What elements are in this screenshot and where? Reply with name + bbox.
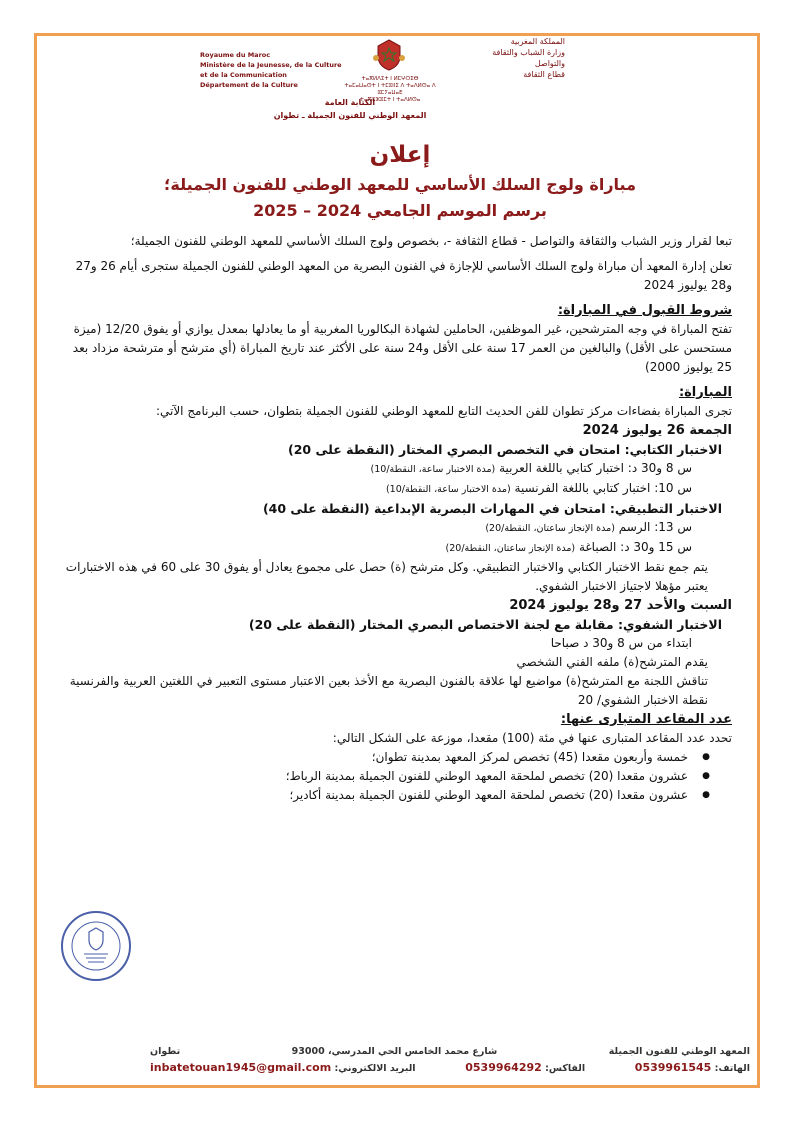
written-item-french: س 10: اختبار كتابي باللغة الفرنسية (مدة الاختبار ساعة، النقطة/10): [385, 481, 692, 495]
practical-exam-heading: الاختبار التطبيقي: امتحان في المهارات البصرية الإبداعية (النقطة على 40): [262, 501, 722, 516]
header-ar-line: وزارة الشباب والثقافة: [492, 48, 565, 57]
oral-item-time: ابتداء من س 8 و30 د صباحا: [550, 636, 692, 650]
general-secretariat: الكتابة العامة: [324, 98, 376, 107]
header-fr-line: Ministère de la Jeunesse, de la Culture: [200, 61, 342, 69]
practical-item-painting: س 15 و30 د: الصباغة (مدة الإنجاز ساعتان، النقطة/20): [445, 540, 692, 554]
conditions-heading: شروط القبول في المباراة:: [557, 303, 732, 318]
written-item-arabic: س 8 و30 د: اختبار كتابي باللغة العربية (مدة الاختبار ساعة، النقطة/10): [370, 461, 692, 475]
header-french: [200, 50, 360, 90]
footer-row-contact: [150, 1060, 750, 1077]
title-line2: مباراة ولوج السلك الأساسي للمعهد الوطني للفنون الجميلة؛: [164, 175, 636, 194]
announcement-title: [100, 140, 700, 224]
exam-heading: المباراة:: [678, 385, 732, 400]
announcement-body: [62, 232, 732, 805]
sum-paragraph: يتم جمع نقط الاختبار الكتابي والاختبار التطبيقي. وكل مترشح (ة) حصل على مجموع يعادل أو يفوق 30 على 60 في هذه الاختبارات يعتبر مؤهلا لاجتياز الاختبار الشفوي.: [65, 560, 708, 593]
footer-row-address: [150, 1044, 750, 1060]
list-item: ● عشرون مقعدا (20) تخصص لملحقة المعهد الوطني للفنون الجميلة بمدينة الرباط؛: [62, 767, 692, 786]
coat-of-arms-icon: [372, 38, 406, 72]
tifinagh-line: ⵜⴰⴳⵣⵣⵓⵎⵜ ⵏ ⵜⴰⴷⵍⵙⴰ: [359, 97, 421, 103]
header-subtitle: [270, 96, 430, 122]
footer-institute: المعهد الوطني للفنون الجميلة: [608, 1046, 750, 1057]
tifinagh-line: ⵜⴰⵎⴰⵡⴰⵙⵜ ⵏ ⵜⵎⵓⵏⵏⵉ ⴷ ⵜⴰⴷⵍⵙⴰ ⴷ ⵓⵎⵢⴰⵡⴰⴹ: [344, 83, 436, 96]
footer-email[interactable]: البريد الالكتروني: inbatetouan1945@gmail.com: [150, 1061, 416, 1074]
title-main: إعلان: [369, 142, 431, 168]
practical-item-drawing: س 13: الرسم (مدة الإنجاز ساعتان، النقطة/20): [485, 520, 692, 534]
tifinagh-line: ⵜⴰⴳⵍⴷⵉⵜ ⵏ ⵍⵎⵖⵔⵉⴱ: [361, 76, 419, 82]
footer-fax: الفاكس: 0539964292: [465, 1061, 586, 1074]
institute-name: المعهد الوطني للفنون الجميلة ـ تطوان: [273, 111, 427, 120]
seats-heading: عدد المقاعد المتبارى عنها:: [560, 712, 732, 727]
intro-paragraph: تبعا لقرار وزير الشباب والثقافة والتواصل - قطاع الثقافة -، بخصوص ولوج السلك الأساسي للمعهد الوطني للفنون الجميلة؛: [130, 234, 732, 248]
oral-exam-heading: الاختبار الشفوي: مقابلة مع لجنة الاختصاص البصري المختار (النقطة على 20): [248, 617, 722, 632]
footer-city: تطوان: [150, 1046, 181, 1057]
list-item: ● خمسة وأربعون مقعدا (45) تخصص لمركز المعهد بمدينة تطوان؛: [62, 748, 692, 767]
day1-heading: الجمعة 26 يوليوز 2024: [582, 423, 732, 438]
header-ar-line: قطاع الثقافة: [523, 70, 565, 79]
footer: [150, 1044, 750, 1077]
written-exam-heading: الاختبار الكتابي: امتحان في التخصص البصري المختار (النقطة على 20): [288, 442, 722, 457]
oral-item-discussion: تناقش اللجنة مع المترشح(ة) مواضيع لها علاقة بالفنون البصرية مع الأخذ بعين الاعتبار مستوى التعبير في اللغتين العربية والفرنسية: [69, 674, 708, 688]
header-ar-line: المملكة المغربية: [510, 37, 565, 46]
title-line3: برسم الموسم الجامعي 2024 – 2025: [253, 201, 547, 220]
header-arabic: [455, 36, 565, 80]
oral-item-portfolio: يقدم المترشح(ة) ملفه الفني الشخصي: [516, 655, 708, 669]
seats-paragraph: تحدد عدد المقاعد المتبارى عنها في مئة (100) مقعدا، موزعة على الشكل التالي:: [332, 731, 732, 745]
footer-address: شارع محمد الخامس الحي المدرسي، 93000: [291, 1046, 498, 1057]
header-fr-line: Département de la Culture: [200, 81, 298, 89]
announce-paragraph: تعلن إدارة المعهد أن مباراة ولوج السلك الأساسي للإجازة في الفنون البصرية من المعهد الوطني للفنون الجميلة ستجرى أيام 26 و27 و28 يوليوز 2024: [75, 259, 732, 292]
list-item: ● عشرون مقعدا (20) تخصص لملحقة المعهد الوطني للفنون الجميلة بمدينة أكادير؛: [62, 786, 692, 805]
exam-paragraph: تجرى المباراة بفضاءات مركز تطوان للفن الحديث التابع للمعهد الوطني للفنون الجميلة بتطوان، حسب البرنامج الآتي:: [155, 404, 732, 418]
conditions-paragraph: تفتح المباراة في وجه المترشحين، غير الموظفين، الحاملين لشهادة البكالوريا المغربية أو ما يعادلها بمعدل يوازي أو يفوق 12/20 (ميزة مستحسن على الأقل) والبالغين من العمر 17 سنة على الأقل و24 سنة على الأكثر عند تاريخ المباراة (أي مترشح أو مترشحة مزداد بعد 25 يوليوز 2000): [72, 322, 732, 374]
seats-list: [62, 748, 732, 805]
oral-item-score: نقطة الاختبار الشفوي/ 20: [577, 693, 708, 707]
day2-heading: السبت والأحد 27 و28 يوليوز 2024: [509, 598, 732, 613]
official-stamp: [60, 910, 132, 982]
footer-phone: الهاتف: 0539961545: [634, 1061, 750, 1074]
header-fr-line: Royaume du Maroc: [200, 51, 271, 59]
header-fr-line: et de la Communication: [200, 71, 287, 79]
header-ar-line: والتواصل: [534, 59, 565, 68]
